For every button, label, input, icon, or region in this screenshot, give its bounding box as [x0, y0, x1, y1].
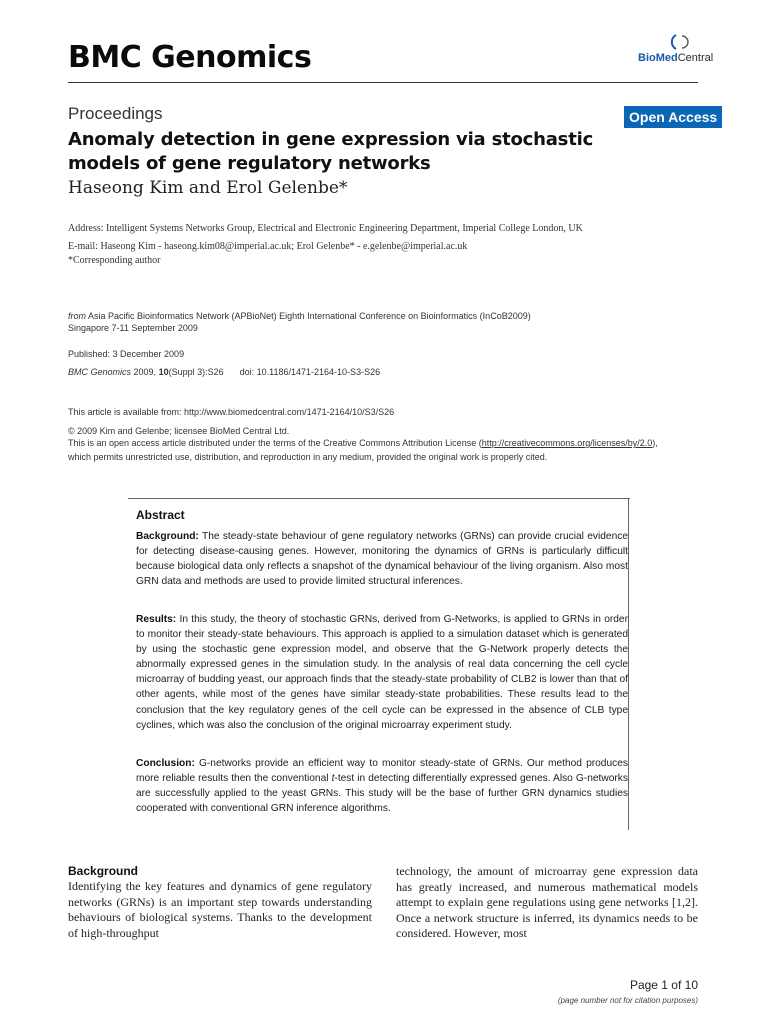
article-title: Anomaly detection in gene expression via stochastic models of gene regulatory networks [68, 129, 594, 174]
abstract-conclusion [136, 756, 628, 816]
copyright-line: © 2009 Kim and Gelenbe; licensee BioMed Central Ltd. [68, 426, 290, 436]
published-date: Published: 3 December 2009 [68, 349, 185, 359]
author-address: Address: Intelligent Systems Networks Group, Electrical and Electronic Engineering Department, Imperial College London, UK [68, 223, 583, 234]
body-heading-background: Background [68, 864, 139, 878]
page-number: Page 1 of 10 [629, 978, 698, 992]
license-link[interactable]: http://creativecommons.org/licenses/by/2.0 [481, 438, 653, 448]
journal-title: BMC Genomics [68, 40, 312, 75]
citation-journal: BMC Genomics [68, 367, 132, 377]
license-line-2: which permits unrestricted use, distribution, and reproduction in any medium, provided the original work is properly cited. [68, 452, 548, 462]
license-close: ), [652, 438, 658, 448]
conference-info [68, 310, 531, 322]
section-type: Proceedings [68, 104, 163, 123]
publisher-logo [638, 30, 748, 70]
body-left-column: Identifying the key features and dynamics of gene regulatory networks (GRNs) is an important step towards understanding behaviours of biological systems. Thanks to the development of high-throughput [68, 879, 372, 940]
citation-year: 2009, [133, 367, 157, 377]
citation-volume: 10 [158, 367, 169, 377]
body-right-column: technology, the amount of microarray gene expression data has greatly increased, and numerous mathematical models attempt to explain gene regulations using gene networks [1,2]. Once a network structure is inferred, its dynamics needs to be considered. However, most [396, 864, 698, 940]
license-line [68, 437, 658, 449]
page-note: (page number not for citation purposes) [557, 996, 698, 1005]
from-prefix: from [68, 311, 86, 321]
article-authors: Haseong Kim and Erol Gelenbe* [68, 178, 348, 198]
abstract-conclusion-text-b: -test in detecting differentially expressed genes. Also G-networks are successfully applied to the yeast GRNs. This study will be the base of further GRN dynamics studies cooperated with conventional GRN inference algorithms. [136, 773, 628, 815]
corresponding-note: *Corresponding author [68, 255, 161, 266]
abstract-results-text: In this study, the theory of stochastic GRNs, derived from G-Networks, is applied to GRNs in order to monitor their steady-state behaviours. This approach is applied to a simulation dataset which is generated by using the stochastic gene expression model, and observe that the G-Network properly detects the abnormally expressed genes in the simulation study. In the analysis of real data concerning the cell cycle microarray of budding yeast, our approach finds that the steady-state probability of CLB2 is lower than that of other agents, while most of the genes have similar steady-state probabilities. These results lead to the conclusion that the key regulatory genes of the cell cycle can be expressed in the absence of CLB type cyclines, which was also the conclusion of the original microarray experiment study. [136, 614, 628, 731]
logo-biomed: BioMed [638, 52, 678, 64]
citation-issue: (Suppl 3):S26 [168, 367, 224, 377]
abstract-background-label: Background: [136, 531, 199, 542]
logo-arc-icon [670, 32, 690, 52]
logo-text [638, 52, 713, 64]
abstract-results [136, 612, 628, 733]
abstract-results-label: Results: [136, 614, 177, 625]
open-access-badge: Open Access [624, 106, 722, 128]
abstract-conclusion-italic: t [331, 773, 335, 785]
abstract-conclusion-label: Conclusion: [136, 758, 195, 769]
abstract-heading: Abstract [136, 508, 185, 522]
license-text: This is an open access article distributed under the terms of the Creative Commons Attribution License ( [68, 438, 482, 448]
abstract-background [136, 529, 628, 589]
abstract-side-rule [628, 498, 629, 830]
citation-line [68, 366, 380, 378]
citation-doi: doi: 10.1186/1471-2164-10-S3-S26 [239, 367, 381, 377]
logo-central: Central [677, 52, 714, 64]
abstract-background-text: The steady-state behaviour of gene regulatory networks (GRNs) can provide crucial evidence for detecting disease-causing genes. However, monitoring the dynamics of GRNs is particularly difficult because biological data only reflects a snapshot of the dynamical behaviour of the living organism. Also most GRN data and methods are used to provide limited structural inferences. [136, 531, 628, 588]
conference-location: Singapore 7-11 September 2009 [68, 323, 198, 333]
abstract-conclusion-text-a: G-networks provide an efficient way to monitor steady-state of GRNs. Our method produces more reliable results then the conventional [136, 758, 628, 785]
abstract-top-rule [128, 498, 630, 499]
author-email: E-mail: Haseong Kim - haseong.kim08@imperial.ac.uk; Erol Gelenbe* - e.gelenbe@imperial.ac.uk [68, 241, 468, 252]
availability-line[interactable]: This article is available from: http://www.biomedcentral.com/1471-2164/10/S3/S26 [68, 407, 395, 417]
header-divider [68, 82, 698, 83]
conference-name: Asia Pacific Bioinformatics Network (APBioNet) Eighth International Conference on Bioinformatics (InCoB2009) [88, 311, 531, 321]
